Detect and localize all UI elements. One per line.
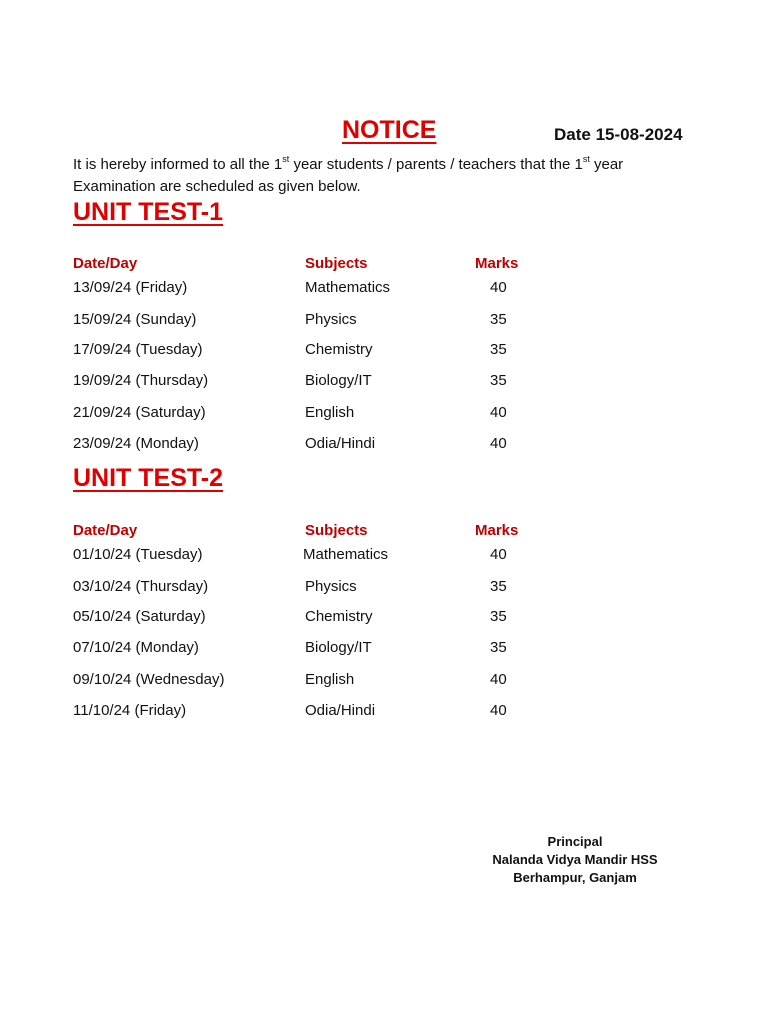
intro-sup-1: st [282,154,290,164]
ut1-row-3-date: 17/09/24 (Tuesday) [73,341,203,358]
ut2-row-3-date: 05/10/24 (Saturday) [73,608,206,625]
ut2-row-2-marks: 35 [490,578,507,595]
ut1-row-2-subject: Physics [305,311,357,328]
ut1-row-2-date: 15/09/24 (Sunday) [73,311,197,328]
ut1-row-1-date: 13/09/24 (Friday) [73,279,188,296]
intro-sup-2: st [582,154,590,164]
signature-school: Nalanda Vidya Mandir HSS [492,852,658,867]
ut2-row-6-subject: Odia/Hindi [305,702,376,719]
ut1-row-1-subject: Mathematics [305,279,391,296]
ut2-row-4-date: 07/10/24 (Monday) [73,639,199,656]
column-header-marks: Marks [475,522,519,539]
ut2-row-1-subject: Mathematics [303,546,389,563]
ut2-row-4-subject: Biology/IT [305,639,372,656]
ut2-row-5-subject: English [305,671,355,688]
signature-block [480,833,670,887]
unit-test-1-title: UNIT TEST-1 [73,198,224,226]
ut2-row-6-date: 11/10/24 (Friday) [73,702,187,719]
ut2-row-4-marks: 35 [490,639,507,656]
notice-date: Date 15-08-2024 [554,125,683,144]
signature-place: Berhampur, Ganjam [513,870,637,885]
ut1-row-5-subject: English [305,404,355,421]
notice-title: NOTICE [342,116,437,144]
intro-line-2: Examination are scheduled as given below. [73,178,361,195]
ut1-row-5-marks: 40 [490,404,507,421]
ut2-row-1-date: 01/10/24 (Tuesday) [73,546,203,563]
column-header-marks: Marks [475,255,519,272]
ut1-row-6-subject: Odia/Hindi [305,435,376,452]
intro-text-1: It is hereby informed to all the 1 [73,156,283,173]
ut2-row-6-marks: 40 [490,702,507,719]
ut1-row-1-marks: 40 [490,279,507,296]
ut2-row-3-marks: 35 [490,608,507,625]
ut1-row-4-subject: Biology/IT [305,372,372,389]
ut1-row-6-marks: 40 [490,435,507,452]
ut1-row-3-subject: Chemistry [305,341,373,358]
unit-test-2-title: UNIT TEST-2 [73,464,224,492]
ut2-row-1-marks: 40 [490,546,507,563]
ut1-row-4-marks: 35 [490,372,507,389]
intro-line-1 [73,154,623,176]
ut1-row-2-marks: 35 [490,311,507,328]
ut1-row-3-marks: 35 [490,341,507,358]
ut1-row-4-date: 19/09/24 (Thursday) [73,372,209,389]
intro-text-3: year [589,156,624,173]
column-header-subject: Subjects [305,522,368,539]
column-header-subject: Subjects [305,255,368,272]
intro-text-2: year students / parents / teachers that the 1 [289,156,583,173]
intro-paragraph [73,154,623,198]
signature-role: Principal [547,834,603,849]
ut1-row-6-date: 23/09/24 (Monday) [73,435,199,452]
column-header-date: Date/Day [73,255,138,272]
ut2-row-5-date: 09/10/24 (Wednesday) [73,671,225,688]
column-header-date: Date/Day [73,522,138,539]
ut2-row-3-subject: Chemistry [305,608,373,625]
ut2-row-2-date: 03/10/24 (Thursday) [73,578,209,595]
ut2-row-2-subject: Physics [305,578,357,595]
ut2-row-5-marks: 40 [490,671,507,688]
ut1-row-5-date: 21/09/24 (Saturday) [73,404,206,421]
